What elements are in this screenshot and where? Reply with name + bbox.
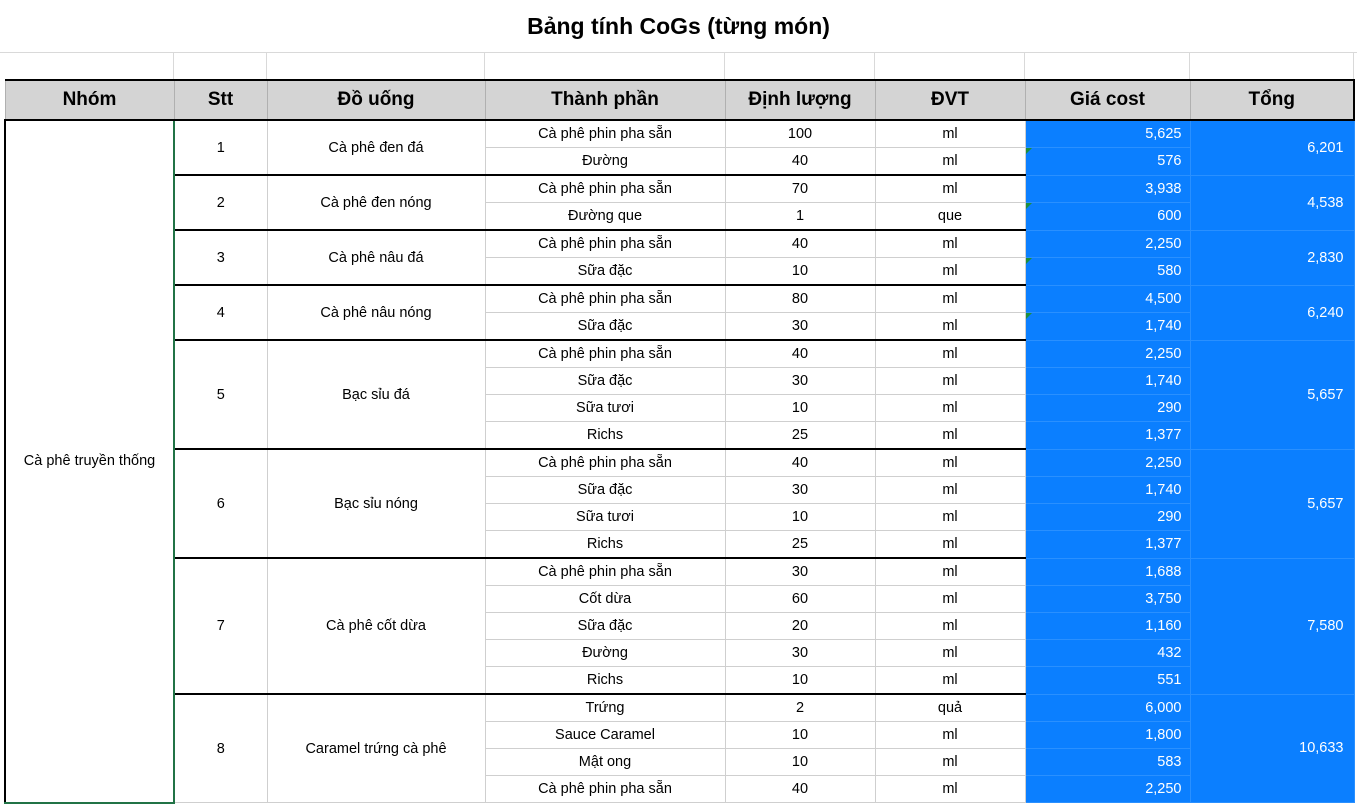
cogs-table — [4, 79, 1355, 804]
cost-cell[interactable]: 3,938 — [1025, 175, 1190, 203]
gridline — [1024, 52, 1025, 80]
cost-cell[interactable]: 1,800 — [1025, 722, 1190, 749]
stt-cell[interactable]: 3 — [174, 230, 267, 285]
gridline — [0, 52, 1357, 53]
quantity-cell[interactable]: 10 — [725, 504, 875, 531]
cost-cell[interactable]: 576 — [1025, 148, 1190, 176]
table-row — [5, 230, 1354, 258]
cost-cell[interactable]: 1,688 — [1025, 558, 1190, 586]
quantity-cell[interactable]: 10 — [725, 749, 875, 776]
quantity-cell[interactable]: 1 — [725, 203, 875, 231]
gridline — [173, 52, 174, 80]
unit-cell[interactable]: ml — [875, 395, 1025, 422]
header-dvt[interactable]: ĐVT — [875, 80, 1025, 120]
quantity-cell[interactable]: 2 — [725, 694, 875, 722]
unit-cell[interactable]: ml — [875, 749, 1025, 776]
sheet-title: Bảng tính CoGs (từng món) — [527, 13, 830, 39]
unit-cell[interactable]: ml — [875, 586, 1025, 613]
stt-cell[interactable]: 7 — [174, 558, 267, 694]
table-row — [5, 558, 1354, 586]
total-cell[interactable]: 5,657 — [1190, 340, 1354, 449]
header-thanh-phan[interactable]: Thành phần — [485, 80, 725, 120]
stt-cell[interactable]: 6 — [174, 449, 267, 558]
ingredient-cell[interactable]: Đường que — [485, 203, 725, 231]
table-body — [5, 120, 1354, 803]
gridline — [1353, 52, 1354, 80]
quantity-cell[interactable]: 30 — [725, 558, 875, 586]
unit-cell[interactable]: ml — [875, 776, 1025, 803]
cost-cell[interactable]: 583 — [1025, 749, 1190, 776]
quantity-cell[interactable]: 10 — [725, 395, 875, 422]
stt-cell[interactable]: 4 — [174, 285, 267, 340]
ingredient-cell[interactable]: Trứng — [485, 694, 725, 722]
ingredient-cell[interactable]: Cà phê phin pha sẵn — [485, 230, 725, 258]
unit-cell[interactable]: ml — [875, 722, 1025, 749]
cost-cell[interactable]: 6,000 — [1025, 694, 1190, 722]
table-row — [5, 340, 1354, 368]
ingredient-cell[interactable]: Sữa đặc — [485, 368, 725, 395]
gridline — [724, 52, 725, 80]
quantity-cell[interactable]: 40 — [725, 340, 875, 368]
ingredient-cell[interactable]: Mật ong — [485, 749, 725, 776]
ingredient-cell[interactable]: Richs — [485, 667, 725, 695]
cost-cell[interactable]: 2,250 — [1025, 776, 1190, 803]
cost-cell[interactable]: 1,160 — [1025, 613, 1190, 640]
header-nhom[interactable]: Nhóm — [5, 80, 174, 120]
ingredient-cell[interactable]: Sữa đặc — [485, 258, 725, 286]
quantity-cell[interactable]: 25 — [725, 531, 875, 559]
ingredient-cell[interactable]: Đường — [485, 640, 725, 667]
unit-cell[interactable]: ml — [875, 531, 1025, 559]
ingredient-cell[interactable]: Đường — [485, 148, 725, 176]
drink-name-cell[interactable]: Cà phê nâu nóng — [267, 285, 485, 340]
table-row — [5, 449, 1354, 477]
unit-cell[interactable]: ml — [875, 667, 1025, 695]
unit-cell[interactable]: quả — [875, 694, 1025, 722]
drink-name-cell[interactable]: Cà phê cốt dừa — [267, 558, 485, 694]
cost-cell[interactable]: 3,750 — [1025, 586, 1190, 613]
stt-cell[interactable]: 5 — [174, 340, 267, 449]
unit-cell[interactable]: ml — [875, 449, 1025, 477]
gridline — [1189, 52, 1190, 80]
unit-cell[interactable]: ml — [875, 558, 1025, 586]
quantity-cell[interactable]: 10 — [725, 722, 875, 749]
table-row — [5, 175, 1354, 203]
total-cell[interactable]: 10,633 — [1190, 694, 1354, 803]
quantity-cell[interactable]: 20 — [725, 613, 875, 640]
unit-cell[interactable]: ml — [875, 313, 1025, 341]
cost-cell[interactable]: 1,377 — [1025, 531, 1190, 559]
quantity-cell[interactable]: 70 — [725, 175, 875, 203]
unit-cell[interactable]: ml — [875, 175, 1025, 203]
unit-cell[interactable]: ml — [875, 230, 1025, 258]
total-cell[interactable]: 2,830 — [1190, 230, 1354, 285]
gridline — [874, 52, 875, 80]
header-do-uong[interactable]: Đồ uống — [267, 80, 485, 120]
unit-cell[interactable]: ml — [875, 258, 1025, 286]
quantity-cell[interactable]: 40 — [725, 148, 875, 176]
cost-cell[interactable]: 2,250 — [1025, 449, 1190, 477]
stt-cell[interactable]: 2 — [174, 175, 267, 230]
unit-cell[interactable]: ml — [875, 613, 1025, 640]
cost-cell[interactable]: 4,500 — [1025, 285, 1190, 313]
ingredient-cell[interactable]: Cà phê phin pha sẵn — [485, 776, 725, 803]
cost-cell[interactable]: 5,625 — [1025, 120, 1190, 148]
total-cell[interactable]: 4,538 — [1190, 175, 1354, 230]
ingredient-cell[interactable]: Cốt dừa — [485, 586, 725, 613]
drink-name-cell[interactable]: Bạc sỉu đá — [267, 340, 485, 449]
cost-cell[interactable]: 1,740 — [1025, 477, 1190, 504]
ingredient-cell[interactable]: Richs — [485, 422, 725, 450]
table-row — [5, 120, 1354, 148]
unit-cell[interactable]: ml — [875, 504, 1025, 531]
ingredient-cell[interactable]: Richs — [485, 531, 725, 559]
cost-cell[interactable]: 580 — [1025, 258, 1190, 286]
stt-cell[interactable]: 8 — [174, 694, 267, 803]
quantity-cell[interactable]: 30 — [725, 313, 875, 341]
ingredient-cell[interactable]: Sữa đặc — [485, 477, 725, 504]
cost-cell[interactable]: 432 — [1025, 640, 1190, 667]
ingredient-cell[interactable]: Cà phê phin pha sẵn — [485, 340, 725, 368]
unit-cell[interactable]: ml — [875, 340, 1025, 368]
unit-cell[interactable]: ml — [875, 148, 1025, 176]
ingredient-cell[interactable]: Cà phê phin pha sẵn — [485, 120, 725, 148]
drink-name-cell[interactable]: Cà phê đen nóng — [267, 175, 485, 230]
drink-name-cell[interactable]: Cà phê đen đá — [267, 120, 485, 175]
ingredient-cell[interactable]: Cà phê phin pha sẵn — [485, 285, 725, 313]
ingredient-cell[interactable]: Cà phê phin pha sẵn — [485, 449, 725, 477]
cost-cell[interactable]: 1,740 — [1025, 313, 1190, 341]
table-row — [5, 694, 1354, 722]
unit-cell[interactable]: ml — [875, 285, 1025, 313]
quantity-cell[interactable]: 40 — [725, 776, 875, 803]
cost-cell[interactable]: 1,740 — [1025, 368, 1190, 395]
total-cell[interactable]: 6,201 — [1190, 120, 1354, 175]
quantity-cell[interactable]: 80 — [725, 285, 875, 313]
drink-name-cell[interactable]: Bạc sỉu nóng — [267, 449, 485, 558]
header-row — [5, 80, 1354, 120]
ingredient-cell[interactable]: Cà phê phin pha sẵn — [485, 175, 725, 203]
cost-cell[interactable]: 290 — [1025, 395, 1190, 422]
quantity-cell[interactable]: 100 — [725, 120, 875, 148]
cost-cell[interactable]: 2,250 — [1025, 230, 1190, 258]
quantity-cell[interactable]: 10 — [725, 258, 875, 286]
quantity-cell[interactable]: 25 — [725, 422, 875, 450]
unit-cell[interactable]: ml — [875, 368, 1025, 395]
quantity-cell[interactable]: 30 — [725, 640, 875, 667]
table-row — [5, 285, 1354, 313]
cost-cell[interactable]: 290 — [1025, 504, 1190, 531]
drink-name-cell[interactable]: Cà phê nâu đá — [267, 230, 485, 285]
cost-cell[interactable]: 600 — [1025, 203, 1190, 231]
header-tong[interactable]: Tổng — [1190, 80, 1354, 120]
quantity-cell[interactable]: 30 — [725, 477, 875, 504]
header-dinh-luong[interactable]: Định lượng — [725, 80, 875, 120]
ingredient-cell[interactable]: Sữa đặc — [485, 313, 725, 341]
total-cell[interactable]: 5,657 — [1190, 449, 1354, 558]
unit-cell[interactable]: ml — [875, 477, 1025, 504]
unit-cell[interactable]: ml — [875, 422, 1025, 450]
stt-cell[interactable]: 1 — [174, 120, 267, 175]
unit-cell[interactable]: que — [875, 203, 1025, 231]
quantity-cell[interactable]: 60 — [725, 586, 875, 613]
cost-cell[interactable]: 551 — [1025, 667, 1190, 695]
total-cell[interactable]: 7,580 — [1190, 558, 1354, 694]
gridline — [266, 52, 267, 80]
group-cell[interactable]: Cà phê truyền thống — [5, 120, 174, 803]
ingredient-cell[interactable]: Sữa tươi — [485, 504, 725, 531]
cost-cell[interactable]: 2,250 — [1025, 340, 1190, 368]
drink-name-cell[interactable]: Caramel trứng cà phê — [267, 694, 485, 803]
quantity-cell[interactable]: 10 — [725, 667, 875, 695]
gridline — [484, 52, 485, 80]
unit-cell[interactable]: ml — [875, 640, 1025, 667]
ingredient-cell[interactable]: Sauce Caramel — [485, 722, 725, 749]
unit-cell[interactable]: ml — [875, 120, 1025, 148]
ingredient-cell[interactable]: Cà phê phin pha sẵn — [485, 558, 725, 586]
cost-cell[interactable]: 1,377 — [1025, 422, 1190, 450]
ingredient-cell[interactable]: Sữa tươi — [485, 395, 725, 422]
quantity-cell[interactable]: 40 — [725, 230, 875, 258]
ingredient-cell[interactable]: Sữa đặc — [485, 613, 725, 640]
header-stt[interactable]: Stt — [174, 80, 267, 120]
quantity-cell[interactable]: 40 — [725, 449, 875, 477]
total-cell[interactable]: 6,240 — [1190, 285, 1354, 340]
header-gia-cost[interactable]: Giá cost — [1025, 80, 1190, 120]
quantity-cell[interactable]: 30 — [725, 368, 875, 395]
